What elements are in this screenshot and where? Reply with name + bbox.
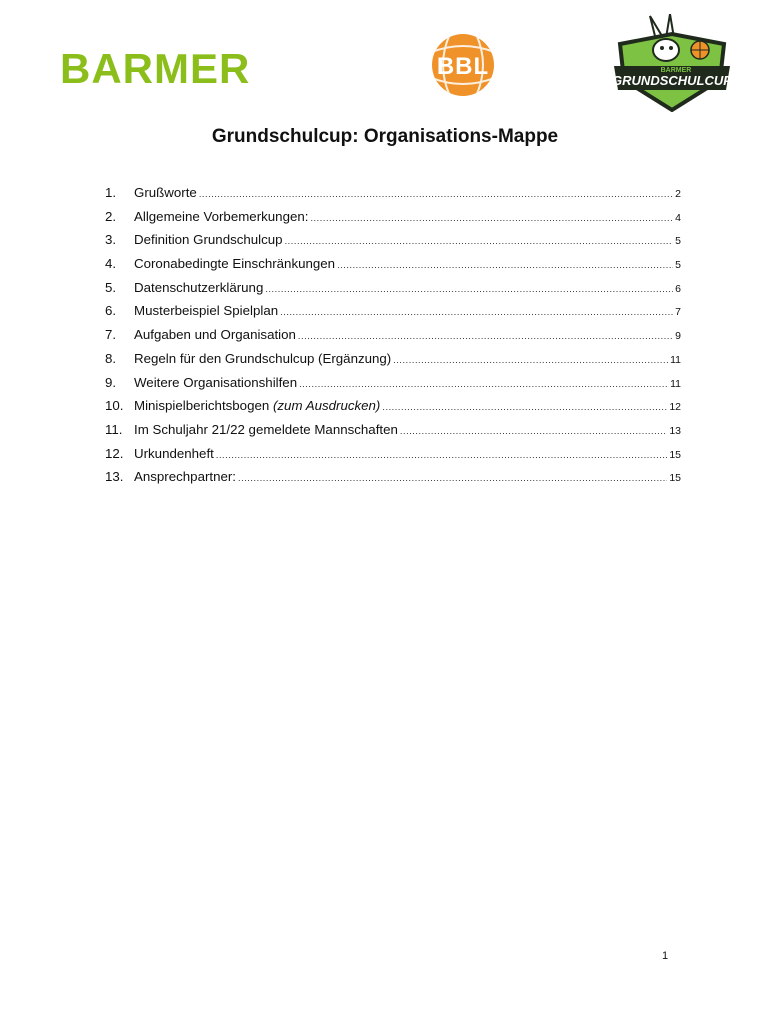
toc-entry-page: 7: [675, 306, 681, 319]
toc-entry-title: [134, 422, 398, 437]
toc-entry-page: 6: [675, 282, 681, 295]
toc-entry[interactable]: [105, 375, 681, 399]
toc-entry-page: 2: [675, 188, 681, 200]
toc-entry-number: 11.: [105, 421, 123, 437]
toc-entry-title-text: Coronabedingte Einschränkungen: [134, 256, 336, 272]
toc-entry-title: [134, 351, 391, 366]
toc-entry-title: [134, 375, 297, 390]
toc-entry-title-text: Musterbeispiel Spielplan: [134, 303, 279, 319]
toc-entry-page: 5: [675, 259, 681, 272]
toc-entry-title: [134, 303, 278, 318]
toc-dot-leader: [400, 426, 667, 436]
toc-entry[interactable]: [105, 446, 681, 470]
toc-entry-number: 2.: [105, 208, 117, 224]
toc-entry[interactable]: [105, 351, 681, 375]
toc-entry-title-text: Allgemeine Vorbemerkungen:: [134, 208, 309, 224]
toc-entry[interactable]: [105, 256, 681, 280]
toc-entry-title-text: Regeln für den Grundschulcup (Ergänzung): [134, 350, 392, 366]
toc-entry-page: 15: [669, 448, 681, 461]
page-number: 1: [662, 950, 669, 962]
toc-entry-title: [134, 469, 236, 484]
toc-entry-title: [134, 232, 283, 247]
toc-entry[interactable]: [105, 185, 681, 209]
toc-entry-number: 1.: [105, 185, 117, 200]
toc-entry-title: [134, 209, 308, 224]
barmer-logo: BARMER: [60, 45, 251, 92]
toc-entry-title-text: Ansprechpartner:: [134, 469, 236, 485]
toc-entry-number: 6.: [105, 303, 117, 319]
toc-entry-title-text: Datenschutzerklärung: [134, 279, 264, 295]
toc-entry-title-text: Minispielberichtsbogen: [134, 398, 273, 414]
toc-entry-page: 11: [670, 353, 681, 366]
toc-entry-number: 13.: [105, 469, 124, 485]
toc-entry-number: 12.: [105, 445, 124, 461]
toc-entry-page: 11: [670, 377, 681, 390]
toc-entry-title-text: Definition Grundschulcup: [134, 232, 283, 248]
toc-entry-title-text: Im Schuljahr 21/22 gemeldete Mannschaften: [134, 421, 398, 437]
toc-entry-page: 5: [675, 235, 681, 248]
toc-dot-leader: [199, 189, 673, 199]
grundschulcup-logo: [610, 14, 734, 112]
toc-entry-title: [134, 256, 335, 271]
toc-entry-title: [134, 398, 380, 413]
toc-entry-title-text: Weitere Organisationshilfen: [134, 374, 298, 390]
toc-entry-title-text: Urkundenheft: [134, 445, 214, 461]
toc-entry-title: [134, 327, 296, 342]
toc-entry[interactable]: [105, 327, 681, 351]
toc-dot-leader: [298, 331, 673, 341]
toc-dot-leader: [238, 473, 667, 483]
toc-entry-page: 13: [669, 424, 681, 437]
toc-entry[interactable]: [105, 232, 681, 256]
toc-entry-number: 9.: [105, 374, 117, 390]
table-of-contents: [105, 185, 681, 493]
toc-dot-leader: [337, 260, 673, 270]
page-title: Grundschulcup: Organisations-Mappe: [211, 126, 559, 147]
toc-entry[interactable]: [105, 469, 681, 493]
toc-entry-title: [134, 446, 214, 461]
toc-dot-leader: [299, 379, 668, 389]
toc-entry-title-text: Aufgaben und Organisation: [134, 327, 296, 343]
toc-entry-title: [134, 280, 263, 295]
grundschulcup-logo-main-text: GRUNDSCHULCUP: [612, 73, 732, 88]
bbl-logo: [428, 32, 498, 98]
toc-dot-leader: [280, 307, 673, 317]
toc-entry-number: 4.: [105, 256, 117, 272]
toc-entry-title-note: (zum Ausdrucken): [272, 398, 381, 414]
toc-dot-leader: [216, 450, 667, 460]
toc-entry[interactable]: [105, 280, 681, 304]
toc-entry[interactable]: [105, 422, 681, 446]
toc-entry[interactable]: [105, 303, 681, 327]
toc-entry-number: 7.: [105, 327, 117, 343]
toc-entry-page: 9: [675, 330, 681, 343]
toc-entry-number: 3.: [105, 232, 117, 248]
toc-entry[interactable]: [105, 398, 681, 422]
toc-entry-page: 15: [669, 472, 681, 485]
toc-dot-leader: [393, 355, 668, 365]
toc-dot-leader: [285, 236, 674, 246]
toc-entry-number: 10.: [105, 398, 124, 414]
toc-entry-page: 4: [675, 211, 681, 224]
toc-entry[interactable]: [105, 209, 681, 233]
toc-entry-title-text: Grußworte: [134, 185, 197, 200]
toc-entry-number: 5.: [105, 279, 117, 295]
grundschulcup-logo-top-text: BARMER: [660, 67, 692, 74]
toc-entry-title: [134, 185, 197, 200]
bbl-logo-text: BBL: [436, 53, 490, 80]
toc-entry-page: 12: [669, 401, 681, 414]
toc-entry-number: 8.: [105, 350, 117, 366]
toc-dot-leader: [265, 284, 673, 294]
toc-dot-leader: [382, 402, 667, 412]
toc-dot-leader: [310, 213, 673, 223]
